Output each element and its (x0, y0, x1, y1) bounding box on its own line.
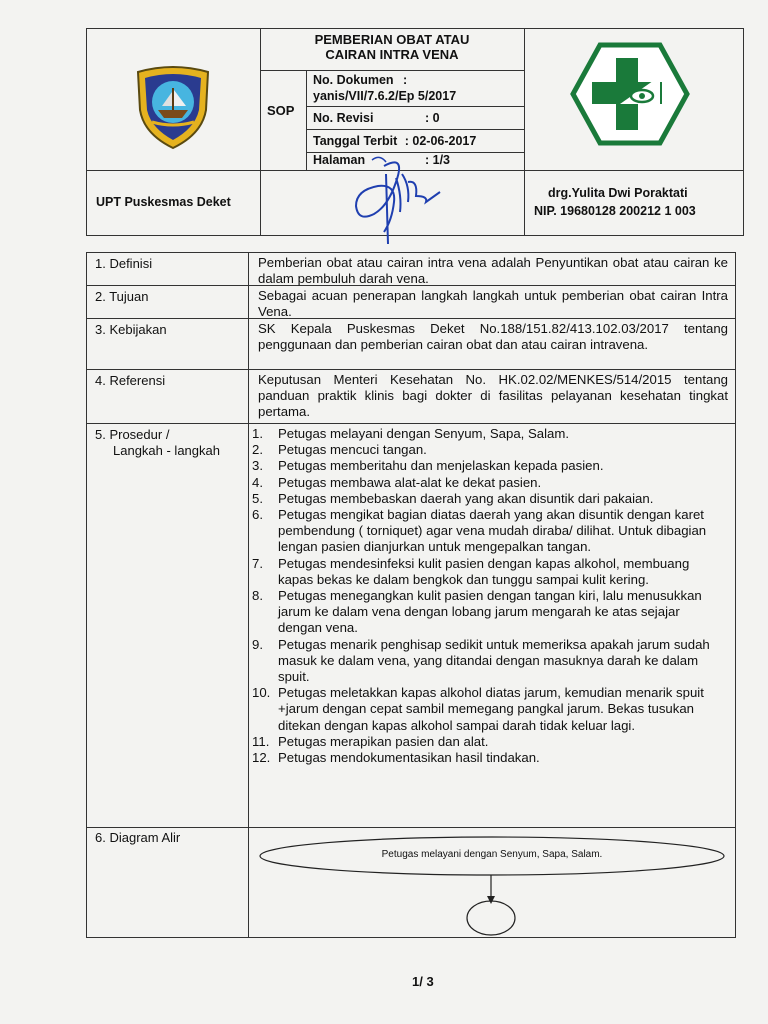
field-no-revisi (313, 111, 440, 125)
section-label-diagram: 6. Diagram Alir (95, 830, 181, 845)
step-number: 3. (252, 458, 263, 474)
field-no-dokumen-value: yanis/VII/7.6.2/Ep 5/2017 (313, 89, 457, 103)
field-no-dokumen (313, 73, 407, 87)
step-number: 7. (252, 555, 263, 571)
field-label: No. Revisi (313, 111, 374, 125)
list-item (252, 475, 732, 491)
list-item (252, 491, 732, 507)
step-number: 8. (252, 588, 263, 604)
header-divider (306, 106, 524, 107)
step-number: 10. (252, 685, 271, 701)
flow-diagram (250, 832, 734, 938)
section-text-definisi: Pemberian obat atau cairan intra vena adalah Penyuntikan obat atau cairan ke dalam pembuluh darah vena. (258, 255, 728, 286)
section-text-kebijakan: SK Kepala Puskesmas Deket No.188/151.82/413.102.03/2017 tentang penggunaan dan pemberian cairan obat dan atau cairan intravena. (258, 321, 728, 352)
step-text: Petugas membawa alat-alat ke dekat pasien. (278, 474, 542, 490)
field-label: No. Dokumen (313, 73, 394, 87)
list-item (252, 685, 732, 734)
label-line: 5. Prosedur / (95, 427, 170, 442)
step-text: Petugas mencuci tangan. (278, 442, 427, 458)
step-text: Petugas membebaskan daerah yang akan disuntik dari pakaian. (278, 490, 654, 506)
list-item (252, 507, 732, 556)
list-item (252, 588, 732, 637)
field-label: Halaman (313, 153, 366, 167)
step-text: Petugas memberitahu dan menjelaskan kepada pasien. (278, 458, 604, 474)
row-divider (86, 827, 736, 828)
section-label-referensi: 4. Referensi (95, 373, 166, 388)
step-number: 4. (252, 474, 263, 490)
step-text: Petugas mendokumentasikan hasil tindakan. (278, 750, 540, 766)
institution-name: UPT Puskesmas Deket (96, 195, 231, 209)
list-item (252, 637, 732, 686)
section-label-definisi: 1. Definisi (95, 256, 153, 271)
puskesmas-logo (570, 42, 690, 146)
label-line: Langkah - langkah (113, 443, 220, 458)
signature (344, 156, 464, 248)
column-divider (248, 252, 249, 938)
header-divider (306, 129, 524, 130)
step-text: Petugas menegangkan kulit pasien dengan tangan kiri, lalu menusukkan jarum ke dalam vena dengan lobang jarum mengarah ke atas sejajar dengan vena. (278, 588, 702, 636)
list-item (252, 442, 732, 458)
signer-name: drg.Yulita Dwi Poraktati (548, 186, 688, 200)
title-line: PEMBERIAN OBAT ATAU (314, 32, 470, 47)
step-text: Petugas mendesinfeksi kulit pasien dengan kapas alkohol, membuang kapas bekas ke dalam bengkok dan tunggu sampai kulit kering. (278, 555, 690, 587)
section-text-tujuan: Sebagai acuan penerapan langkah langkah untuk pemberian obat cairan Intra Vena. (258, 288, 728, 319)
regency-logo (132, 64, 214, 152)
header-divider (260, 28, 261, 236)
field-label: Tanggal Terbit (313, 134, 398, 148)
field-value: : 0 (425, 111, 440, 125)
list-item (252, 556, 732, 588)
section-label-tujuan: 2. Tujuan (95, 289, 149, 304)
step-number: 2. (252, 442, 263, 458)
header-divider (306, 70, 307, 170)
step-number: 12. (252, 750, 271, 766)
signer-nip: NIP. 19680128 200212 1 003 (534, 204, 696, 218)
flow-start-text: Petugas melayani dengan Senyum, Sapa, Salam. (381, 849, 603, 860)
flow-connector (467, 901, 515, 935)
step-text: Petugas melayani dengan Senyum, Sapa, Salam. (278, 426, 570, 441)
section-label-kebijakan: 3. Kebijakan (95, 322, 167, 337)
step-number: 6. (252, 507, 263, 523)
section-label-prosedur (95, 427, 220, 459)
field-value: : 02-06-2017 (404, 134, 477, 148)
procedure-steps (252, 426, 732, 766)
section-text-referensi: Keputusan Menteri Kesehatan No. HK.02.02/MENKES/514/2015 tentang panduan praktik klinis bagi dokter di fasilitas pelayanan kesehatan tingkat pertama. (258, 372, 728, 419)
list-item (252, 750, 732, 766)
step-text: Petugas mengikat bagian diatas daerah yang akan disuntik dengan karet pembendung ( torniquet) agar vena mudah diraba/ dilihat. Untuk dibagian lengan pasien dianjurkan untuk mengepalkan tangan. (278, 507, 707, 555)
row-divider (86, 369, 736, 370)
list-item (252, 458, 732, 474)
sop-label: SOP (267, 103, 295, 118)
title-line: CAIRAN INTRA VENA (325, 47, 459, 62)
flow-arrowhead (487, 896, 495, 904)
step-number: 5. (252, 490, 263, 506)
field-value: : (403, 73, 408, 87)
step-number: 11. (252, 733, 270, 749)
field-value: : 1/3 (425, 153, 451, 167)
step-text: Petugas meletakkan kapas alkohol diatas jarum, kemudian menarik spuit +jarum dengan cepat sambil memegang pangkal jarum. Bekas tusukan ditekan dengan kapas alkohol sampai darah tidak keluar lagi. (278, 685, 704, 733)
header-divider (524, 28, 525, 236)
header-divider (260, 70, 524, 71)
list-item (252, 426, 732, 442)
list-item (252, 734, 732, 750)
field-tanggal-terbit (313, 134, 476, 148)
step-text: Petugas merapikan pasien dan alat. (278, 733, 489, 749)
row-divider (86, 423, 736, 424)
step-text: Petugas menarik penghisap sedikit untuk memeriksa apakah jarum sudah masuk ke dalam vena, yang ditandai dengan masuknya darah ke dalam spuit. (278, 636, 710, 685)
document-title (262, 32, 522, 62)
step-number: 1. (252, 426, 263, 441)
step-number: 9. (252, 636, 263, 652)
page-number: 1/ 3 (412, 974, 434, 989)
